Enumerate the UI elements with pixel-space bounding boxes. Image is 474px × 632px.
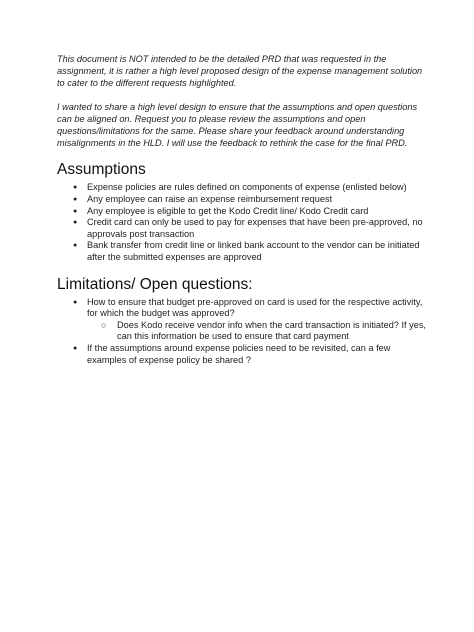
- bullet-icon: ●: [73, 207, 78, 215]
- limitations-sub-list: [57, 320, 427, 343]
- limitations-heading: Limitations/ Open questions:: [57, 275, 253, 293]
- bullet-icon: ●: [73, 196, 78, 204]
- bullet-icon: ●: [73, 242, 78, 250]
- bullet-icon: ●: [73, 219, 78, 227]
- sub-list-item: [57, 320, 427, 343]
- list-item: [57, 217, 427, 240]
- intro-paragraph-1: This document is NOT intended to be the detailed PRD that was requested in the assignment, it is rather a high level proposed design of the expense management solution to cater to the different requests highlighted.: [57, 54, 423, 89]
- list-item: [57, 182, 427, 194]
- circle-bullet-icon: ○: [101, 319, 107, 330]
- list-item-text: Any employee is eligible to get the Kodo Credit line/ Kodo Credit card: [87, 205, 369, 216]
- list-item-text: Any employee can raise an expense reimbursement request: [87, 194, 333, 205]
- list-item-text: If the assumptions around expense policies need to be revisited, can a few examples of expense policy be shared ?: [87, 342, 391, 365]
- limitations-list: [57, 297, 427, 320]
- list-item: [57, 194, 427, 206]
- bullet-icon: ●: [73, 344, 78, 352]
- bullet-icon: ●: [73, 184, 78, 192]
- document-page: [57, 53, 427, 366]
- list-item-text: How to ensure that budget pre-approved on card is used for the respective activity, for which the budget was approved?: [87, 296, 423, 319]
- list-item: [57, 240, 427, 263]
- sub-list-item-text: Does Kodo receive vendor info when the card transaction is initiated? If yes, can this information be used to ensure that card payment: [117, 319, 426, 342]
- list-item-text: Credit card can only be used to pay for expenses that have been pre-approved, no approvals post transaction: [87, 217, 423, 239]
- bullet-icon: ●: [73, 298, 78, 306]
- intro-paragraph-2: I wanted to share a high level design to ensure that the assumptions and open questions can be aligned on. Request you to please review the assumptions and open questions/limitations for the same. Please share your feedback around understanding misalignments in the HLD. I will use the feedback to rethink the case for the final PRD.: [57, 101, 418, 149]
- list-item: [57, 297, 427, 320]
- list-item: [57, 343, 427, 366]
- limitations-list-continued: [57, 343, 427, 366]
- assumptions-heading: Assumptions: [57, 161, 146, 179]
- list-item-text: Bank transfer from credit line or linked bank account to the vendor can be initiated after the submitted expenses are approved: [87, 240, 420, 262]
- list-item: [57, 206, 427, 218]
- assumptions-list: [57, 182, 427, 263]
- list-item-text: Expense policies are rules defined on components of expense (enlisted below): [87, 182, 407, 193]
